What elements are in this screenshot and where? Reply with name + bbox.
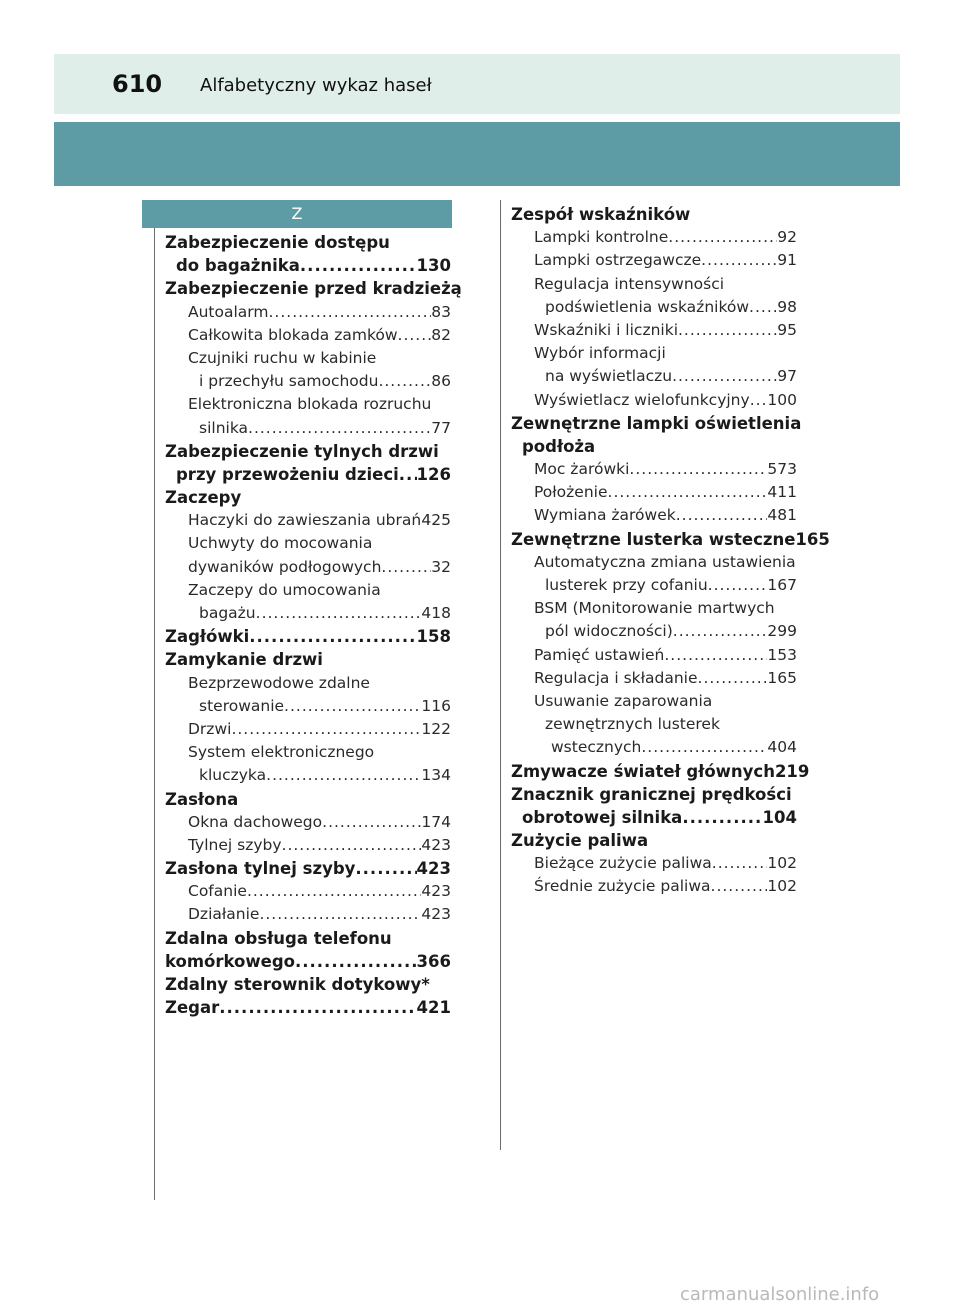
index-entry — [165, 393, 451, 416]
index-entry — [511, 690, 797, 713]
dot-leader — [641, 736, 767, 759]
index-entry — [165, 973, 451, 996]
entry-page-number: 165 — [795, 529, 830, 549]
index-entry — [165, 347, 451, 370]
index-entry — [165, 301, 451, 324]
dot-leader — [672, 365, 777, 388]
entry-page-number: 77 — [431, 418, 451, 437]
dot-leader — [711, 875, 768, 898]
dot-leader — [269, 301, 432, 324]
index-entry — [165, 486, 451, 509]
index-entry — [165, 927, 451, 950]
entry-term: zewnętrznych lusterek — [545, 715, 720, 734]
entry-term: Usuwanie zaparowania — [534, 691, 713, 710]
entry-term: Zmywacze świateł głównych — [511, 761, 775, 781]
index-entry — [511, 435, 797, 458]
entry-term: Średnie zużycie paliwa — [534, 877, 711, 896]
entry-term: Zabezpieczenie dostępu — [165, 233, 390, 252]
dot-leader — [749, 296, 777, 319]
header-color-band — [54, 122, 900, 186]
entry-page-number: 153 — [767, 645, 797, 664]
entry-page-number: 299 — [767, 622, 797, 641]
index-entry — [165, 556, 451, 579]
entry-page-number: 165 — [767, 668, 797, 687]
index-entry — [511, 504, 797, 527]
entry-page-number: 423 — [416, 859, 451, 879]
index-entry — [165, 532, 451, 555]
entry-page-number: 92 — [777, 228, 797, 247]
entry-term: Zagłówki — [165, 627, 250, 647]
entry-term: Zaczepy — [165, 488, 242, 508]
entry-term: Zabezpieczenie przed kradzieżą — [165, 279, 462, 299]
dot-leader — [399, 463, 417, 486]
entry-term: sterowanie — [199, 696, 285, 715]
entry-term: Zespół wskaźników — [511, 205, 691, 224]
entry-page-number: 418 — [421, 604, 451, 622]
entry-term: Uchwyty do mocowania — [188, 534, 373, 553]
entry-term: bagażu — [199, 604, 256, 622]
entry-page-number: 425 — [421, 511, 451, 530]
dot-leader — [282, 834, 422, 857]
entry-term: Zdalny sterownik dotykowy* — [165, 975, 430, 994]
entry-term: komórkowego — [165, 951, 295, 971]
entry-page-number: 423 — [421, 905, 451, 924]
entry-term: Bezprzewodowe zdalne — [188, 673, 370, 692]
index-entry — [511, 226, 797, 249]
index-entry — [165, 648, 451, 671]
index-column-left — [165, 231, 462, 1019]
dot-leader — [629, 458, 767, 481]
index-entry — [165, 254, 451, 277]
entry-term: Zasłona tylnej szyby — [165, 859, 356, 879]
entry-page-number: 130 — [416, 256, 451, 276]
entry-term: Drzwi — [188, 719, 232, 738]
section-letter: Z — [142, 200, 452, 228]
entry-term: przy przewożeniu dzieci — [176, 464, 399, 484]
entry-term: Wybór informacji — [534, 344, 666, 363]
right-column-rule — [500, 200, 501, 1150]
entry-term: Regulacja i składanie — [534, 668, 698, 687]
entry-page-number: 421 — [416, 998, 451, 1018]
entry-term: Zegar — [165, 998, 220, 1018]
dot-leader — [668, 226, 777, 249]
entry-term: Cofanie — [188, 882, 247, 901]
entry-term: Pamięć ustawień — [534, 645, 665, 664]
dot-leader — [259, 903, 421, 926]
entry-term: Okna dachowego — [188, 812, 323, 831]
index-entry — [511, 667, 797, 690]
entry-page-number: 32 — [431, 557, 451, 576]
entry-term: Lampki ostrzegawcze — [534, 251, 702, 270]
entry-term: Zdalna obsługa telefonu — [165, 928, 392, 948]
entry-term: Elektroniczna blokada rozruchu — [188, 395, 432, 414]
entry-term: Wyświetlacz wielofunkcyjny — [534, 390, 750, 409]
entry-term: Automatyczna zmiana ustawienia — [534, 552, 796, 571]
index-entry — [165, 788, 451, 811]
entry-term: Zasłona — [165, 789, 239, 809]
dot-leader — [398, 324, 432, 347]
entry-term: obrotowej silnika — [522, 807, 683, 827]
entry-term: lusterek przy cofaniu — [545, 576, 708, 594]
index-column-right — [511, 203, 830, 899]
index-entry — [165, 602, 451, 625]
entry-page-number: 481 — [767, 506, 797, 525]
index-entry — [165, 231, 451, 254]
entry-term: Bieżące zużycie paliwa — [534, 854, 712, 873]
entry-term: Czujniki ruchu w kabinie — [188, 348, 377, 367]
index-entry — [165, 463, 451, 486]
entry-page-number: 116 — [421, 696, 451, 715]
index-entry — [165, 625, 451, 648]
dot-leader — [284, 695, 421, 718]
index-entry — [511, 203, 797, 226]
dot-leader — [678, 319, 777, 342]
dot-leader — [300, 254, 417, 277]
entry-page-number: 102 — [767, 877, 797, 896]
dot-leader — [219, 996, 416, 1019]
index-entry — [511, 852, 797, 875]
index-entry — [165, 857, 451, 880]
entry-page-number: 366 — [416, 951, 451, 971]
index-entry — [511, 783, 797, 806]
entry-page-number: 134 — [421, 766, 451, 785]
index-entry — [511, 296, 797, 319]
entry-term: Zamykanie drzwi — [165, 650, 323, 670]
index-entry — [165, 996, 451, 1019]
index-entry — [165, 741, 451, 764]
entry-term: Zewnętrzne lampki oświetlenia — [511, 413, 802, 433]
entry-term: Regulacja intensywności — [534, 274, 725, 293]
entry-page-number: 174 — [421, 812, 451, 831]
index-entry — [511, 574, 797, 597]
entry-term: podłoża — [522, 436, 596, 456]
entry-page-number: 126 — [416, 464, 451, 484]
entry-term: podświetlenia wskaźników — [545, 297, 750, 316]
entry-page-number: 104 — [762, 807, 797, 827]
index-entry — [165, 509, 451, 532]
index-entry — [165, 440, 451, 463]
index-entry — [511, 806, 797, 829]
index-entry — [511, 249, 797, 272]
entry-term: Zewnętrzne lusterka wsteczne — [511, 529, 796, 549]
dot-leader — [295, 950, 417, 973]
index-entry — [165, 695, 451, 718]
entry-page-number: 97 — [777, 367, 797, 386]
entry-page-number: 423 — [421, 882, 451, 901]
index-entry — [165, 370, 451, 393]
entry-term: dywaników podłogowych — [188, 557, 382, 576]
entry-term: Zużycie paliwa — [511, 831, 649, 851]
entry-term: Wymiana żarówek — [534, 506, 676, 525]
entry-page-number: 411 — [767, 483, 797, 502]
dot-leader — [355, 857, 416, 880]
dot-leader — [256, 602, 422, 625]
page-number: 610 — [112, 70, 163, 98]
dot-leader — [750, 389, 768, 412]
entry-term: Zabezpieczenie tylnych drzwi — [165, 441, 439, 461]
dot-leader — [231, 718, 421, 741]
index-entry — [165, 903, 451, 926]
entry-page-number: 98 — [777, 297, 797, 316]
entry-term: Zaczepy do umocowania — [188, 580, 381, 599]
dot-leader — [698, 667, 768, 690]
entry-page-number: 91 — [777, 251, 797, 270]
entry-page-number: 82 — [431, 325, 451, 344]
entry-page-number: 404 — [767, 738, 797, 757]
index-entry — [165, 811, 451, 834]
index-entry — [165, 579, 451, 602]
index-entry — [165, 324, 451, 347]
index-entry — [511, 597, 797, 620]
dot-leader — [682, 806, 762, 829]
index-entry — [511, 829, 797, 852]
dot-leader — [673, 620, 768, 643]
entry-term: Znacznik granicznej prędkości — [511, 784, 792, 804]
index-entry — [511, 760, 810, 783]
index-entry — [511, 273, 797, 296]
dot-leader — [701, 249, 777, 272]
dot-leader — [266, 764, 421, 787]
dot-leader — [322, 811, 421, 834]
entry-term: Moc żarówki — [534, 460, 630, 479]
entry-term: Całkowita blokada zamków — [188, 325, 398, 344]
dot-leader — [247, 880, 421, 903]
index-entry — [511, 389, 797, 412]
index-entry — [511, 528, 830, 551]
entry-term: Wskaźniki i liczniki — [534, 320, 678, 339]
dot-leader — [676, 504, 768, 527]
dot-leader — [708, 574, 768, 597]
entry-page-number: 158 — [416, 627, 451, 647]
index-entry — [165, 834, 451, 857]
entry-page-number: 167 — [767, 576, 797, 594]
entry-page-number: 95 — [777, 320, 797, 339]
index-entry — [511, 644, 797, 667]
entry-term: Lampki kontrolne — [534, 228, 669, 247]
index-entry — [511, 458, 797, 481]
index-entry — [511, 875, 797, 898]
dot-leader — [378, 370, 431, 393]
index-entry — [165, 277, 462, 300]
index-entry — [511, 736, 797, 759]
index-entry — [511, 713, 797, 736]
index-entry — [165, 950, 451, 973]
index-entry — [511, 551, 797, 574]
entry-term: System elektronicznego — [188, 743, 375, 762]
entry-term: Działanie — [188, 905, 260, 924]
dot-leader — [712, 852, 768, 875]
left-column-rule — [154, 228, 155, 1200]
entry-term: Autoalarm — [188, 302, 269, 321]
index-entry — [165, 672, 451, 695]
index-entry — [511, 481, 797, 504]
entry-term: pól widoczności) — [545, 622, 673, 641]
dot-leader — [608, 481, 768, 504]
entry-term: wstecznych — [551, 738, 642, 757]
entry-page-number: 100 — [767, 390, 797, 409]
dot-leader — [664, 644, 767, 667]
entry-term: Tylnej szyby — [188, 835, 282, 854]
dot-leader — [248, 417, 431, 440]
entry-term: na wyświetlaczu — [545, 367, 673, 386]
entry-term: silnika — [199, 418, 249, 437]
page-header — [54, 54, 900, 114]
index-entry — [511, 365, 797, 388]
index-entry — [165, 718, 451, 741]
entry-term: do bagażnika — [176, 256, 300, 276]
entry-term: Położenie — [534, 483, 608, 502]
index-entry — [165, 764, 451, 787]
dot-leader — [381, 556, 431, 579]
index-entry — [165, 880, 451, 903]
watermark: carmanualsonline.info — [680, 1284, 880, 1305]
index-entry — [511, 620, 797, 643]
entry-page-number: 83 — [431, 302, 451, 321]
entry-term: BSM (Monitorowanie martwych — [534, 599, 775, 618]
index-entry — [511, 342, 797, 365]
index-entry — [511, 319, 797, 342]
dot-leader — [249, 625, 416, 648]
entry-page-number: 102 — [767, 854, 797, 873]
entry-page-number: 219 — [774, 761, 810, 781]
entry-page-number: 423 — [421, 835, 451, 854]
entry-term: kluczyka — [199, 766, 267, 785]
entry-page-number: 86 — [431, 372, 451, 391]
index-entry — [165, 417, 451, 440]
entry-term: Haczyki do zawieszania ubrań — [188, 511, 422, 530]
index-entry — [511, 412, 802, 435]
entry-page-number: 122 — [421, 719, 451, 738]
page-title: Alfabetyczny wykaz haseł — [200, 75, 432, 96]
entry-term: i przechyłu samochodu — [199, 372, 379, 391]
entry-page-number: 573 — [767, 460, 797, 479]
